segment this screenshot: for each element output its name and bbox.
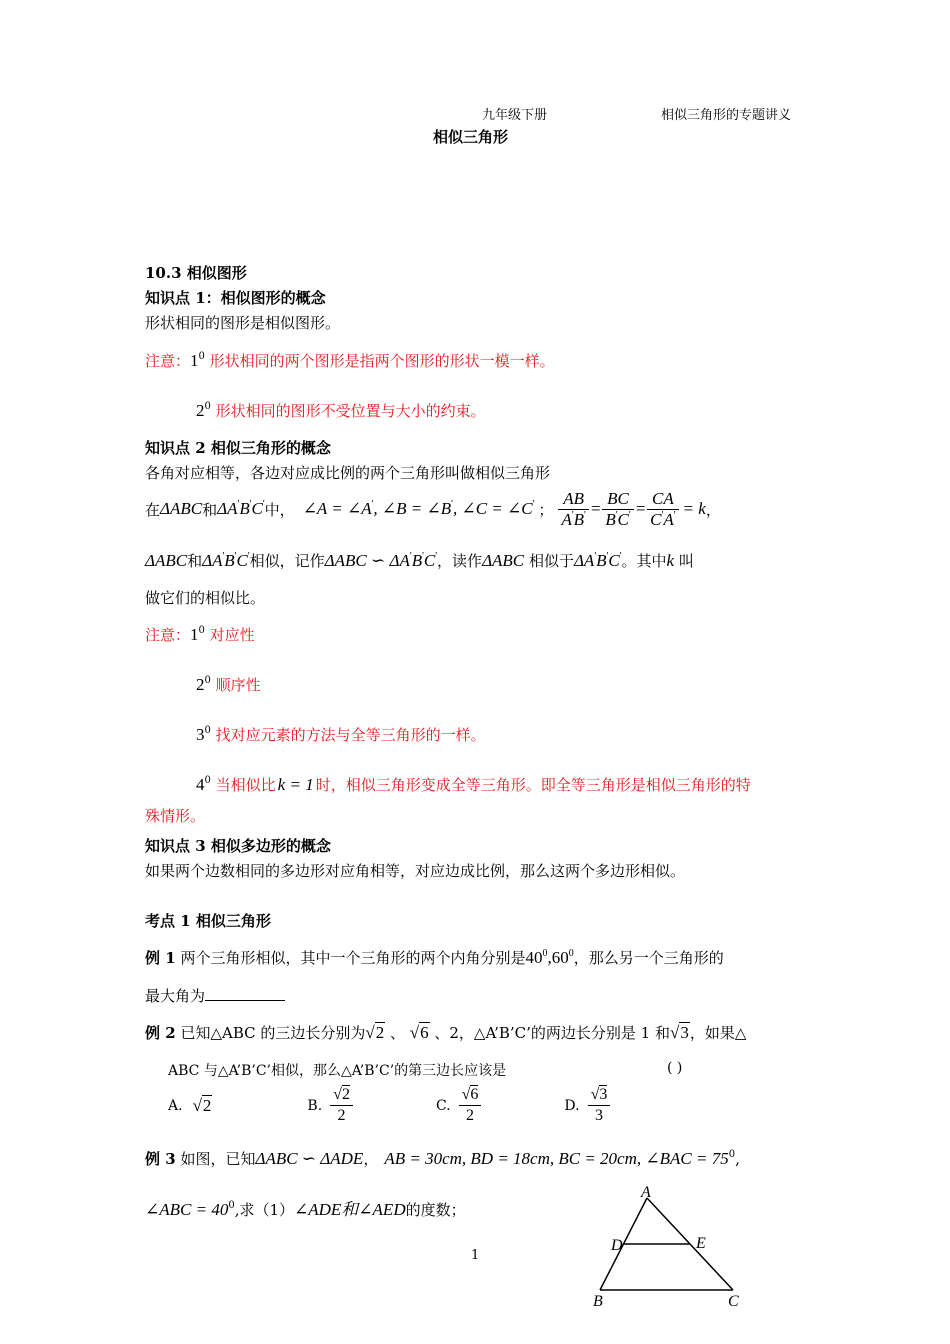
kp2-note3: $3^0$ 找对应元素的方法与全等三角形的一样。 [196, 725, 486, 744]
example-label: 例 3 [145, 1150, 176, 1168]
angle-abc: ∠ABC = 40 [145, 1200, 229, 1219]
kp1-text: 形状相同的图形是相似图形。 [145, 314, 341, 332]
page-title: 相似三角形 [433, 128, 509, 146]
kp3-text: 如果两个边数相同的多边形对应角相等，对应边成比例，那么这两个多边形相似。 [145, 862, 686, 880]
text: 如图，已知 [180, 1150, 256, 1168]
text: 已知△ABC 的三边长分别为 [180, 1024, 366, 1042]
header-grade: 九年级下册 [482, 108, 548, 123]
exam-heading: 考点 1 相似三角形 [145, 912, 271, 930]
kp2-text: 各角对应相等，各边对应成比例的两个三角形叫做相似三角形 [145, 464, 551, 482]
text: 相似于 [528, 552, 574, 570]
text: ，△A’B’C’的两边长分别是 1 和 [458, 1024, 670, 1042]
angles-asked: ∠ADE和∠AED [294, 1200, 406, 1219]
sqrt-6: √6 [409, 1023, 429, 1042]
kp1-note1: 注意：$1^0$ 形状相同的两个图形是指两个图形的形状一模一样。 [145, 351, 555, 370]
example1-line2 [145, 985, 285, 1006]
similarity-notation: ΔABC ∽ ΔADE [255, 1149, 364, 1168]
triangle-figure [585, 1180, 755, 1310]
option-c-value: $\frac{√6}{2}$ [459, 1085, 482, 1126]
ratio-ab: $\frac{AB}{A'B'}$ [558, 489, 588, 530]
k-symbol: k [666, 551, 675, 570]
kp2-heading: 知识点 2 相似三角形的概念 [145, 439, 331, 457]
option-a-value: √2 [192, 1095, 212, 1115]
note-text: 找对应元素的方法与全等三角形的一样。 [215, 726, 486, 744]
example-label: 例 1 [145, 949, 176, 967]
kp2-note1: 注意：$1^0$ 对应性 [145, 625, 255, 644]
label-c: C [728, 1293, 739, 1310]
text: 和 [202, 500, 218, 519]
example3-line2: ∠ABC = $40^0$,求（1）∠ADE和∠AED的度数； [145, 1200, 466, 1219]
triangle-abc-prime: ΔA'B'C' [573, 551, 622, 570]
text: ,求（1） [234, 1201, 295, 1219]
label-d: D [611, 1237, 623, 1254]
note-label: 注意： [145, 626, 191, 644]
kp2-note2: $2^0$ 顺序性 [196, 675, 261, 694]
note-text: 形状相同的两个图形是指两个图形的形状一模一样。 [209, 352, 555, 370]
page-number: 1 [471, 1248, 480, 1263]
note-text: 当相似比 [215, 776, 276, 794]
text: 和 [187, 552, 203, 570]
sqrt-2: √2 [365, 1023, 385, 1042]
kp2-note4-cont: 殊情形。 [145, 807, 206, 825]
example3-line1: 例 3 如图，已知ΔABC ∽ ΔADE， AB = 30cm, BD = 18cm, BC = 20cm, ∠BAC = $75^0$, [145, 1149, 740, 1168]
kp2-definition-line: 在 ΔABC 和 ΔA'B'C' 中， ∠A = ∠A', ∠B = ∠B', ∠C = ∠C' ； $\frac{AB}{A'B'}$ = $\frac{BC}{B'C'}$ = $\frac{CA}{C'A'}$ = k ， [145, 488, 721, 529]
kp2-note4: $4^0$ 当相似比 k = 1 时，相似三角形变成全等三角形。即全等三角形是相似三角形的特 [196, 775, 751, 794]
text: 的度数； [405, 1201, 466, 1219]
answer-blank[interactable] [205, 986, 285, 1001]
kp2-notation-line [145, 550, 694, 571]
kp1-note2: $2^0$ 形状相同的图形不受位置与大小的约束。 [196, 401, 486, 420]
text: 中， [264, 500, 295, 519]
example2-paren: ( ) [667, 1060, 683, 1076]
option-d-value: $\frac{√3}{3}$ [588, 1085, 611, 1126]
triangle-abc: ΔABC [145, 551, 188, 570]
example2-line1: 例 2 已知△ABC 的三边长分别为√2 、 √6 、2，△A’B’C’的两边长分别是 1 和√3，如果△ [145, 1023, 747, 1042]
text: 最大角为 [145, 987, 206, 1005]
section-heading: 10.3 相似图形 [145, 264, 247, 282]
text: ，如果△ [689, 1024, 747, 1042]
k-equals-1: k = 1 [277, 775, 314, 794]
ratio-ca: $\frac{CA}{C'A'}$ [647, 489, 678, 530]
given-values: AB = 30cm, BD = 18cm, BC = 20cm, ∠BAC = 75 [384, 1149, 729, 1168]
angle-equalities: ∠A = ∠A', ∠B = ∠B', ∠C = ∠C' [302, 499, 535, 518]
option-c[interactable]: C. [435, 1097, 451, 1114]
text: 。其中 [621, 552, 667, 570]
example1-line1: 例 1 两个三角形相似，其中一个三角形的两个内角分别是$40^0,60^0$，那么另一个三角形的 [145, 948, 724, 967]
sqrt-3: √3 [669, 1023, 689, 1042]
ratio-k: = k [682, 499, 706, 518]
text: 相似，记作 [249, 552, 325, 570]
label-e: E [696, 1235, 706, 1252]
note-num: 2 [196, 401, 205, 420]
text: 两个三角形相似，其中一个三角形的两个内角分别是 [180, 949, 526, 967]
example-label: 例 2 [145, 1024, 176, 1042]
triangle-abc-prime: ΔA'B'C' [202, 551, 250, 570]
similarity-notation: ΔABC ∽ ΔA'B'C' [324, 551, 438, 570]
triangle-abc-prime: ΔA'B'C' [217, 499, 265, 518]
note-text: 形状相同的图形不受位置与大小的约束。 [215, 402, 486, 420]
note-label: 注意： [145, 352, 191, 370]
note-text: 时，相似三角形变成全等三角形。即全等三角形是相似三角形的特 [315, 776, 751, 794]
header-subject: 相似三角形的专题讲义 [661, 108, 792, 123]
note-num: 1 [190, 351, 199, 370]
note-text: 对应性 [209, 626, 255, 644]
note-text: 顺序性 [215, 676, 261, 694]
option-d[interactable]: D. [564, 1097, 580, 1114]
triangle-abc: ΔABC [160, 499, 203, 518]
text: 在 [145, 500, 161, 519]
label-a: A [641, 1184, 651, 1201]
option-a[interactable]: A. [168, 1097, 183, 1114]
kp2-line3: 做它们的相似比。 [145, 589, 266, 607]
option-b-value: $\frac{√2}{2}$ [330, 1085, 353, 1126]
ratio-bc: $\frac{BC}{B'C'}$ [602, 489, 633, 530]
example2-options [168, 1085, 611, 1126]
text: ，那么另一个三角形的 [573, 949, 724, 967]
option-b[interactable]: B. [307, 1097, 323, 1114]
kp1-heading: 知识点 1：相似图形的概念 [145, 289, 326, 307]
label-b: B [593, 1293, 603, 1310]
text: 叫 [678, 552, 694, 570]
triangle-abc: ΔABC [482, 551, 525, 570]
example2-line2: ABC 与△A’B’C’相似，那么△A’B’C’的第三边长应该是 [168, 1063, 507, 1079]
text: ，读作 [437, 552, 483, 570]
kp3-heading: 知识点 3 相似多边形的概念 [145, 837, 331, 855]
